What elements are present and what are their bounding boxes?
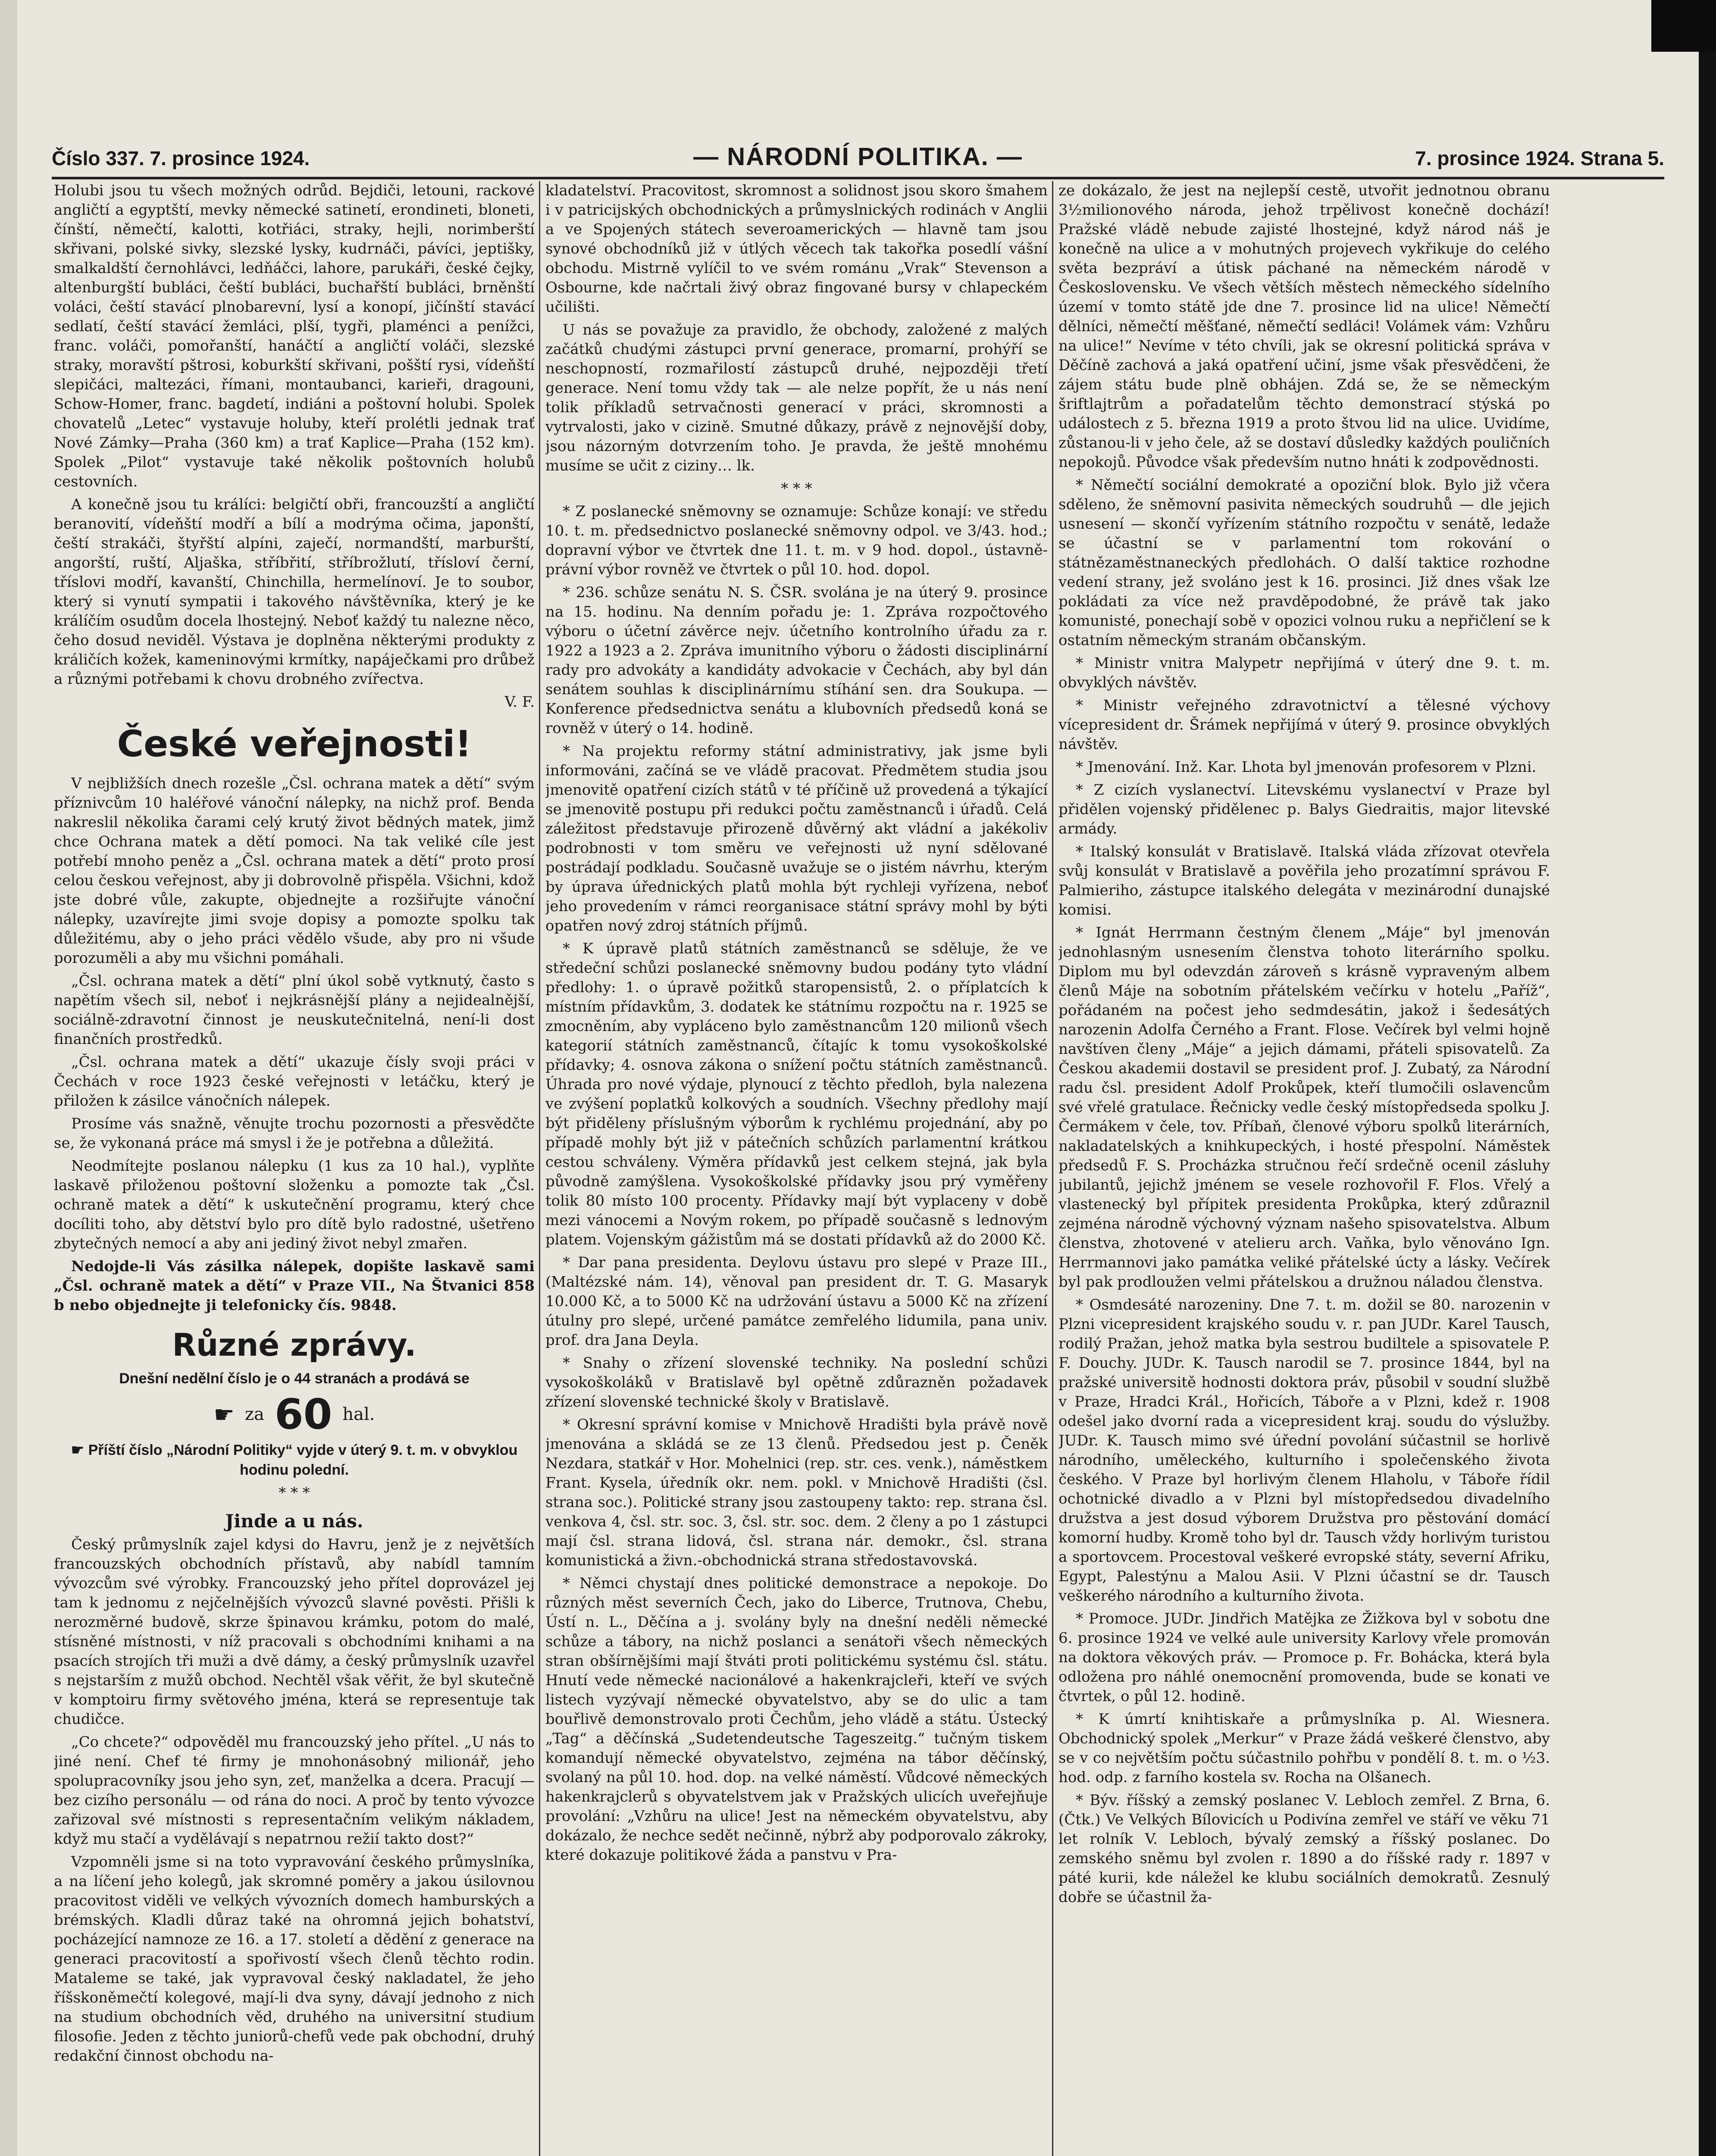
article-paragraph: Holubi jsou tu všech možných odrůd. Bejdiči, letouni, rackové angličtí a egyptští, mevky německé satinetí, erondineti, bloneti, čínští, němečtí, kalotti, kotřiáci, straky, hejli, norimberští skřivani, polské sivky, slezské lysky, kudrnáči, pávíci, jeptišky, smalkaldští černohlávci, ledňáčci, lahore, parukáři, české čejky, altenburgští bubláci, čeští bubláci, buchařští bubláci, brněnští voláci, čeští stavácí plnobarevní, lysí a konopí, jičínští stavácí sedlatí, čeští stavácí žemláci, plší, tygři, plaménci a penížci, franc. voláči, pomořanští, hanáčtí a angličtí voláči, slezské straky, moravští pštrosi, koburkští skřivani, pošští rysi, vídeňští slepičáci, maltezáci, římani, montaubanci, karieři, dragouni, Schow-Homer, franc. bagdetí, indiáni a poštovní holubi. Spolek chovatelů „Letec“ vystavuje holuby, kteří prolétli jednak trať Nové Zámky—Praha (360 km) a trať Kaplice—Praha (152 km). Spolek „Pilot“ vystavuje také několik poštovních holubů cestovních.: [54, 182, 535, 490]
scan-margin-right: [1699, 0, 1716, 2156]
article-paragraph: „Čsl. ochrana matek a dětí“ ukazuje čísly svoji práci v Čechách v roce 1923 české veřejnosti v letáčku, který je přiložen k zásilce vánočních nálepek.: [54, 1053, 535, 1109]
news-item: * 236. schůze senátu N. S. ČSR. svolána je na úterý 9. prosince na 15. hodinu. Na denním pořadu je: 1. Zpráva rozpočtového výboru o účetní závěrce nejv. účetního kontrolního úřadu za r. 1922 a 1923 a 2. Zpráva imunitního výboru o žádosti disciplinární rady pro advokáty a kandidáty advokacie v Čechách, aby byl dán senátem souhlas k disciplinárnímu stíhání sen. dra Soukupa. — Konference předsednictva senátu a klubovních předsedů koná se rovněž v úterý o 14. hodině.: [545, 584, 1048, 737]
news-item: * Italský konsulát v Bratislavě. Italská vláda zřízovat otevřela svůj konsulát v Bratislavě a pověřila jeho prozatímní správou F. Palmieriho, zástupce italského delegáta v mezinárodní dunajské komisi.: [1058, 843, 1550, 918]
price-unit: hal.: [342, 1404, 375, 1424]
news-item: * Jmenování. Inž. Kar. Lhota byl jmenován profesorem v Plzni.: [1076, 758, 1537, 776]
notice-next-issue: ☛ Příští číslo „Národní Politiky“ vyjde v úterý 9. t. m. v obvyklou hodinu polední.: [71, 1442, 518, 1478]
article-paragraph: Prosíme vás snažně, věnujte trochu pozornosti a přesvědčte se, že vykonaná práce má smysl i že je potřebna a důležitá.: [54, 1115, 535, 1152]
article-paragraph: ze dokázalo, že jest na nejlepší cestě, utvořit jednotnou obranu 3½milionového národa, jehož trpělivost konečně dochází! Pražské vládě nebude zajisté lhostejné, když národ náš je konečně na ulice a v mohutných projevech vykřikuje do celého světa bezpráví a útisk páchané na německém národě v Československu. Ve všech větších městech německého sídelního území v tomto státě jde dne 7. prosince lid na ulice! Němečtí dělníci, němečtí měšťané, němečtí sedláci! Volámek vám: Vzhůru na ulice!“ Nevíme v této chvíli, jak se okresní politická správa v Děčíně zachová a jaká opatření učiní, jsme však přesvědčeni, že zájem státu bude plně obhájen. Zdá se, že se německým šriftlajtrům a pořadatelům těchto demonstrací stýská po událostech z 5. března 1919 a proto štvou lid na ulice. Uvidíme, zůstanou-li v jeho čele, až se dostaví důsledky každých pouličních nepokojů. Původce však především nutno hnáti k zodpovědnosti.: [1058, 182, 1550, 471]
news-item: * Promoce. JUDr. Jindřich Matějka ze Žižkova byl v sobotu dne 6. prosince 1924 ve velké aule university Karlovy vřele promován na doktora věkových práv. — Promoce p. Fr. Bohácka, která byla odložena pro náhlé onemocnění promovenda, bude se konati ve čtvrtek, o půl 12. hodině.: [1058, 1610, 1550, 1705]
price-value: 60: [274, 1390, 332, 1438]
article-paragraph: Neodmítejte poslanou nálepku (1 kus za 10 hal.), vyplňte laskavě přiloženou poštovní složenku a pomozte tak „Čsl. ochraně matek a dětí“ k uskutečnění programu, který chce docíliti toho, aby dětství bylo pro dítě bylo radostné, ušetřeno zbytečných nemocí a aby ani jediný život nebyl zmařen.: [54, 1157, 535, 1252]
news-item: * Ministr veřejného zdravotnictví a tělesné výchovy vícepresident dr. Šrámek nepřijímá v úterý 9. prosince obvyklých návštěv.: [1058, 697, 1550, 753]
news-item: * Na projektu reformy státní administrativy, jak jsme byli informováni, začíná se ve vládě pracovat. Předmětem studia jsou jmenovitě opatření cizích států v té příčině už provedená a týkající se jmenovitě postupu při redukci počtu zaměstnanců i úřadů. Celá záležitost představuje přirozeně důvěrný akt vládní a jakékoliv podrobnosti v tom směru ve veřejnosti už nyní sdělované postrádají podkladu. Současně uvažuje se o jistém návrhu, kterým by úprava úřednických platů mohla být rychleji vyřízena, neboť jeho provedením v rámci reorganisace státní správy mohl by býti opatřen nový zdroj státních příjmů.: [545, 743, 1048, 934]
news-item: * K úpravě platů státních zaměstnanců se sděluje, že ve středeční schůzi poslanecké sněmovny budou podány tyto vládní předlohy: 1. o úpravě požitků staropensistů, 2. o příplatcích k místním přídavkům, 3. dodatek ke státnímu rozpočtu na r. 1925 se zmocněním, aby vypláceno bylo zaměstnancům 120 milionů všech kategorií státních zaměstnanců, čítajíc k tomu vysokoškolské přídavky; 4. osnova zákona o snížení počtu státních zaměstnanců. Úhrada pro nové výdaje, plynoucí z těchto předloh, byla nalezena ve zvýšení poplatků kolkových a soudních. Všechny předlohy mají být přiděleny příslušným výborům k rychlému projednání, aby po případě mohly být již v pátečních schůzích parlamentní krátkou cestou schváleny. Výměra přídavků jest celkem stejná, jak byla původně zamýšlena. Vysokoškolské přídavky jsou prý vyměřeny tolik 80 místo 100 procenty. Přídavky mají být vyplaceny v době mezi vánocemi a Novým rokem, po případě současně s lednovým platem. Vojenským gážistům má se dostati přídavků až do 2000 Kč.: [545, 940, 1048, 1248]
scan-corner-dark: [1651, 0, 1716, 52]
section-heading: Různé zprávy.: [172, 1327, 416, 1363]
section-heading: České veřejnosti!: [117, 723, 472, 765]
pointing-hand-icon: ☛: [71, 1442, 88, 1458]
article-paragraph: U nás se považuje za pravidlo, že obchody, založené z malých začátků chudými zástupci první generace, promarní, prohýří se neschopností, rozmařilostí zástupců druhé, nejpozději třetí generace. Není tomu vždy tak — ale nelze popřít, že u nás není tolik příkladů setrvačnosti generací v práci, skromnosti a vytrvalosti, jako v cizině. Smutné důkazy, právě z nejnovější doby, jsou názorným dotvrzením toho. Je pravda, že ještě mnohému musíme se učit z ciziny… lk.: [545, 321, 1048, 474]
column-3: [1058, 181, 1550, 2156]
article-paragraph: Vzpomněli jsme si na toto vypravování českého průmyslníka, a na líčení jeho kolegů, jak skromné poměry a jakou úsilovnou pracovitost viděli ve velkých vývozních domech hamburských a brémských. Kladli důraz také na ohromná jejich bohatství, pocházející namnoze ze 16. a 17. století a dědění z generace na generaci pracovitostí a spořivostí všech členů těchto rodin. Mataleme se také, jak vypravoval český nakladatel, že jeho říšskoněmečtí kolegové, mají-li dva syny, dávají jednoho z nich na studium obchodních věd, druhého na universitní studium filosofie. Jeden z těchto juniorů-chefů vede pak obchodní, druhý redakční činnost obchodu na-: [54, 1853, 535, 2065]
news-item: * Němečtí sociální demokraté a opoziční blok. Bylo již včera sděleno, že sněmovní pasivita německých soudruhů — dle jejich usnesení — skončí vyřízením státního rozpočtu v senátě, ledaže se účastní se v parlamentní tom rokování o státnězaměstnaneckých předlohách. O další taktice rozhodne vedení strany, jež svoláno jest k 16. prosinci. Již dnes však lze pokládati za více než pravděpodobné, že právě tak jako komunisté, ponechají sobě v opozici volnou ruku a nepřičlení se k ostatním německým stranám občanským.: [1058, 476, 1550, 649]
column-divider: [539, 181, 540, 2156]
news-item: * K úmrtí knihtiskaře a průmyslníka p. Al. Wiesnera. Obchodnický spolek „Merkur“ v Praze žádá veškeré členstvo, aby se v co největším počtu súčastnilo pohřbu v pondělí 8. t. m. o ½3. hod. odp. z farního kostela sv. Rocha na Olšanech.: [1058, 1711, 1550, 1786]
news-item: * Němci chystají dnes politické demonstrace a nepokoje. Do různých měst severních Čech, jako do Liberce, Trutnova, Chebu, Ústí n. L., Děčína a j. svolány byly na dnešní neděli německé schůze a tábory, na nichž poslanci a senátoři všech německých stran obšírnějšími mají štváti proti politickému systému čsl. státu. Hnutí vede německé nacionálové a hakenkrajcleři, kteří ve svých listech vyzývají německé obyvatelstvo, aby se do ulic a tam bouřlivě demonstrovalo proti Čechům, jeho vládě a státu. Ústecký „Tag“ a děčínská „Sudetendeutsche Tageszeitg.“ tučným tiskem komandují německé obyvatelstvo, zejména na tábor děčínský, svolaný na půl 10. hod. dop. na velké náměstí. Vůdcové německých hakenkrajclerů s obyvatelstvem jak v Pražských ulicích uveřejňuje provolání: „Vzhůru na ulice! Jest na německém obyvatelstvu, aby dokázalo, že nechce sedět nečinně, nýbrž aby podporovalo zákroky, které dokazuje politikové žáda a panstvu v Pra-: [545, 1575, 1048, 1864]
article-heading: Jinde a u nás.: [225, 1510, 363, 1532]
article-paragraph: A konečně jsou tu králíci: belgičtí obři, francouzští a angličtí beranovití, vídeňští modří a bílí a modrýma očima, japonští, čeští strakáči, štyřští alpíni, zaječí, normandští, marburští, angorští, ruští, Aljaška, stříbřití, stříbrožlutí, třísloví černí, tříslovi modří, kavanští, Chinchilla, hermelínoví. Je to soubor, který si vynutí sympatii i takového návštěvníka, který je ke králíčím osudům docela lhostejný. Neboť každý tu nalezne něco, čeho dosud neviděl. Výstava je doplněna některými produkty z králičích kožek, kameninovými krmítky, napáječkami pro drůbež a různými potřebami k chovu drobného zvířectva.: [54, 496, 535, 688]
news-item: * Osmdesáté narozeniny. Dne 7. t. m. dožil se 80. narozenin v Plzni vicepresident krajského soudu v. r. pan JUDr. Karel Tausch, rodilý Pražan, jehož matka byla sestrou budiltele a spisovatele P. F. Douchy. JUDr. K. Tausch narodil se 7. prosince 1844, byl na pražské universitě hodnosti doktora práv, působil v soudní službě v Praze, Hradci Král., Hořicích, Táboře a v Plzni, kdež r. 1908 odešel jako dvorní rada a vicepresident kraj. soudu do výslužby. JUDr. K. Tausch mimo své úřední povolání súčastnil se horlivě národního, uměleckého, kulturního i společenského života českého. V Praze byl horlivým členem Hlaholu, v Táboře řídil ochotnické divadlo a v Plzni byl místopředsedou divadelního družstva a jest dosud výborem Družstva pro pěstování domácí komorní hudby. Kromě toho byl dr. Tausch vždy horlivým turistou a sportovcem. Procestoval veškeré evropské státy, severní Afriku, Egypt, Palestýnu a Malou Asii. V Plzni účastní se dr. Tausch veškerého národního a kulturního života.: [1058, 1296, 1550, 1604]
article-paragraph: kladatelství. Pracovitost, skromnost a solidnost jsou skoro šmahem i v patricijských obchodnických a průmyslnických rodinách v Anglii a ve Spojených státech severoamerických — hlavně tam jsou synové obchodníků již v útlých věcech tak takořka posedlí vášní obchodu. Mistrně vylíčil to ve svém románu „Vrak“ Stevenson a Osbourne, kde načrtali živý obraz fingované bursy v chlapeckém učilišti.: [545, 182, 1048, 316]
article-paragraph: V nejbližších dnech rozešle „Čsl. ochrana matek a dětí“ svým příznivcům 10 haléřové vánoční nálepky, na nichž prof. Benda nakreslil několika čarami celý krutý život bědných matek, jimž chce Ochrana matek a dětí pomoci. Na tak veliké cíle jest potřebí mnoho peněz a „Čsl. ochrana matek a dětí“ proto prosí celou českou veřejnost, aby ji dobrovolně přispěla. Všichni, kdož jste dobré vůle, zakupte, objednejte a rozšiřujte vánoční nálepky, uzavírejte jimi svoje dopisy a pomozte spolku tak důležitému, aby o jeho práci vědělo všude, aby pro ni všude porozuměli a aby mu všichni pomáhali.: [54, 775, 535, 967]
scan-margin-left: [0, 0, 17, 2156]
news-item: * Ignát Herrmann čestným členem „Máje“ byl jmenován jednohlasným usnesením členstva tohoto literárního spolku. Diplom mu byl odevzdán zároveň s krásně vypraveným albem členů Máje na sobotním přátelském večírku v hotelu „Paříž“, pořádaném na počest jeho sedmdesátin, jakož i šedesátých narozenin Adolfa Černého a Frant. Flose. Večírek byl velmi hojně navštíven členy „Máje“ a jejich dámami, přáteli spisovatelů. Za Českou akademii dostavil se president prof. J. Zubatý, za Národní radu čsl. president Adolf Prokůpek, kteří tlumočili oslavencům své vřelé gratulace. Řečnicky vedle český místopředseda spolku J. Čermákem v čele, tov. Příbaň, členové výboru spolků literárních, nakladatelských a knihkupeckých, i hosté přespolní. Náměstek předsedů F. S. Procházka stručnou řečí srdečně ocenil zásluhy jubilantů, jejichž jménem se vesele rozhovořil F. Flos. Vřelý a vlastenecký byl přípitek presidenta Prokůpka, který zdůraznil zejména národně výchovný význam našeho spisovatelstva. Album členstva, zhotovené v atelieru arch. Vaňka, bylo věnováno Ign. Herrmannovi jako památka veliké přátelské úcty a lásky. Večírek byl pak prodloužen velmi přátelskou a družnou náladou členstva.: [1058, 924, 1550, 1291]
price-prefix: za: [244, 1404, 264, 1424]
separator-stars: * * *: [781, 480, 812, 497]
news-item: * Z cizích vyslanectví. Litevskému vyslanectví v Praze byl přidělen vojenský přidělenec p. Balys Giedraitis, major litevské armády.: [1058, 781, 1550, 837]
header-rule: [52, 177, 1664, 179]
news-item: * Snahy o zřízení slovenské techniky. Na poslední schůzi vysokoškoláků v Bratislavě byl opětně zdůrazněn požadavek zřízení slovenské technické školy v Bratislavě.: [545, 1354, 1048, 1410]
column-1: [54, 181, 535, 2156]
page-date-number: 7. prosince 1924. Strana 5.: [1415, 147, 1664, 169]
column-divider: [1052, 181, 1053, 2156]
notice-price: Dnešní nedělní číslo je o 44 stranách a prodává se: [119, 1370, 470, 1387]
news-item: * Z poslanecké sněmovny se oznamuje: Schůze konají: ve středu 10. t. m. předsednictvo poslanecké sněmovny odpol. ve 3/43. hod.; dopravní výbor ve čtvrtek dne 11. t. m. v 9 hod. dopol., ústavně-právní výbor rovněž ve čtvrtek o půl 10. hod. dopol.: [545, 503, 1048, 578]
newspaper-title: — NÁRODNÍ POLITIKA. —: [693, 143, 1023, 171]
issue-number-date: Číslo 337. 7. prosince 1924.: [52, 147, 310, 169]
column-2: [545, 181, 1048, 2156]
article-paragraph: Český průmyslník zajel kdysi do Havru, jenž je z největších francouzských obchodních přístavů, aby nabídl tamním vývozcům své výrobky. Francouzský jeho přítel doprovázel jej tam k jednomu z nejčelnějších vývozců slavné pověsti. Přišli k nerozměrné budově, skrze špinavou krámku, potom do malé, stísněné místnosti, v níž pracovali s obchodními knihami a na psacích strojích tři muži a dvě dámy, a český průmyslník uzavřel s nejstarším z mužů obchod. Nechtěl však věřit, že byl skutečně v komptoiru firmy světového jména, která se representuje tak chudičce.: [54, 1536, 535, 1728]
page-header: [52, 142, 1664, 181]
article-paragraph: Nedojde-li Vás zásilka nálepek, dopište laskavě sami „Čsl. ochraně matek a dětí“ v Praze VII., Na Štvanici 858 b nebo objednejte ji telefonicky čís. 9848.: [54, 1258, 535, 1314]
pointing-hand-icon: ☛: [213, 1401, 235, 1428]
article-paragraph: „Co chcete?“ odpověděl mu francouzský jeho přítel. „U nás to jiné není. Chef té firmy je mnohonásobný milionář, jeho spolupracovníky jsou jeho syn, zeť, manželka a dcera. Pracují — bez cizího personálu — od rána do noci. A proč by tento vývozce zařizoval své místnosti s representačním velikým nákladem, když mu stačí a vydělávají s nepatrnou režií takto dost?“: [54, 1733, 535, 1848]
news-item: * Ministr vnitra Malypetr nepřijímá v úterý dne 9. t. m. obvyklých návštěv.: [1058, 655, 1550, 691]
separator-stars: * * *: [279, 1484, 310, 1501]
news-item: * Dar pana presidenta. Deylovu ústavu pro slepé v Praze III., (Maltézské nám. 14), věnoval pan president dr. T. G. Masaryk 10.000 Kč, a to 5000 Kč na udržování ústavu a 5000 Kč na zřízení útulny pro slepé, určené památce zemřelého lidumila, pana univ. prof. dra Jana Deyla.: [545, 1254, 1048, 1349]
article-paragraph: „Čsl. ochrana matek a dětí“ plní úkol sobě vytknutý, často s napětím všech sil, neboť i nejkrásnější plány a nejidealnější, sociálně-zdravotní činnost je neuskutečnitelná, není-li dost finančních prostředků.: [54, 972, 535, 1048]
article-signature: V. F.: [504, 693, 535, 711]
news-item: * Okresní správní komise v Mnichově Hradišti byla právě nově jmenována a skládá se ze 13 členů. Předsedou jest p. Čeněk Nezdara, statkář v Hor. Mohelnici (rep. str. ces. venk.), náměstkem Frant. Kysela, úředník okr. nem. pokl. v Mnichově Hradišti (čsl. strana soc.). Politické strany jsou zastoupeny takto: rep. strana čsl. venkova 4, čsl. str. soc. 3, čsl. str. soc. dem. 2 členy a po 1 zástupci mají čsl. strana lidová, čsl. strana nár. demokr., čsl. strana komunistická a živn.-obchodnická strana středostavovská.: [545, 1416, 1048, 1569]
news-item: * Býv. říšský a zemský poslanec V. Lebloch zemřel. Z Brna, 6. (Čtk.) Ve Velkých Bílovicích u Podivína zemřel ve stáří ve věku 71 let rolník V. Lebloch, bývalý zemský a říšský poslanec. Do zemského sněmu byl zvolen r. 1890 a do říšské rady r. 1897 v páté kurii, kde náležel ke klubu sociálních demokratů. Zesnulý dobře se účastnil ža-: [1058, 1792, 1550, 1906]
price-box: [54, 1390, 535, 1438]
